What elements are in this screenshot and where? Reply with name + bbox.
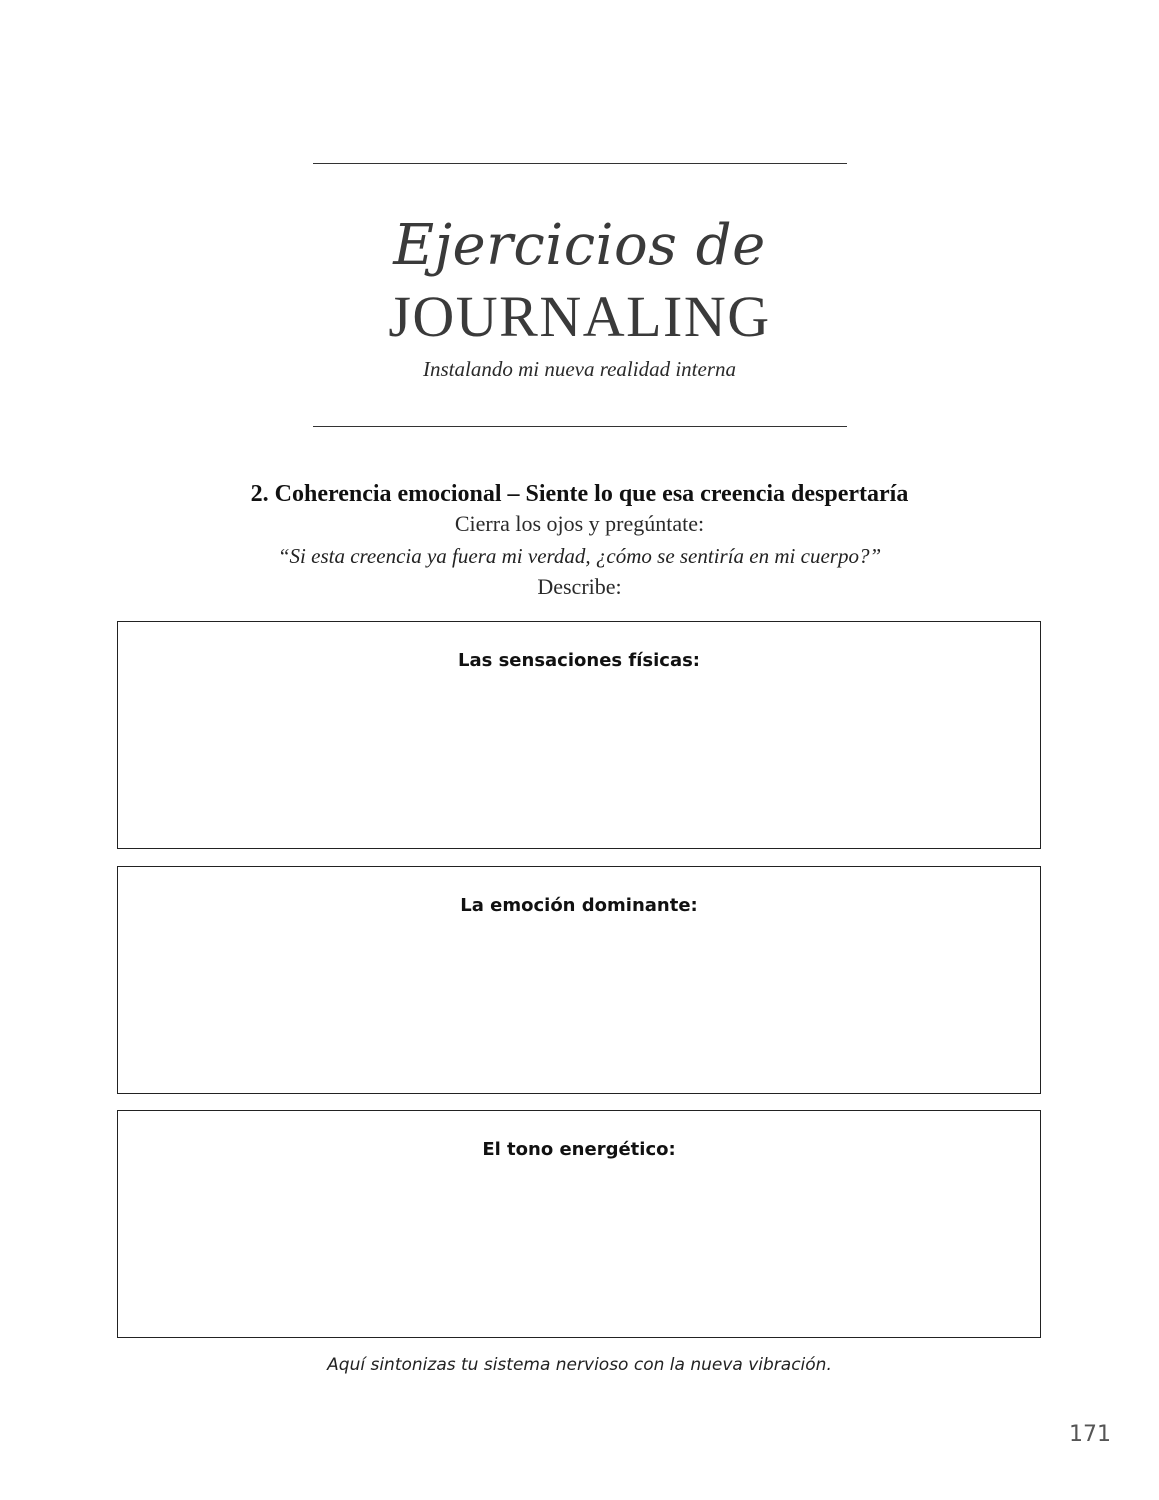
journal-box-dominant-emotion: [117, 866, 1041, 1094]
journal-box-label: Las sensaciones físicas:: [457, 650, 700, 671]
page-number: 171: [1069, 1422, 1111, 1447]
page-title: JOURNALING: [388, 284, 771, 349]
writing-area[interactable]: [138, 682, 1020, 832]
section-describe: Describe:: [537, 574, 622, 599]
section-heading: 2. Coherencia emocional – Siente lo que esa creencia despertaría: [250, 481, 909, 507]
journal-box-label: El tono energético:: [482, 1139, 676, 1160]
bottom-divider: [313, 426, 847, 427]
journal-box-physical-sensations: [117, 621, 1041, 849]
page-subtitle: Instalando mi nueva realidad interna: [422, 357, 737, 381]
section-quote: “Si esta creencia ya fuera mi verdad, ¿cómo se sentiría en mi cuerpo?”: [277, 544, 882, 568]
writing-area[interactable]: [138, 927, 1020, 1077]
journal-box-label: La emoción dominante:: [460, 895, 698, 916]
writing-area[interactable]: [138, 1171, 1020, 1321]
journal-box-energetic-tone: [117, 1110, 1041, 1338]
page-title-script: Ejercicios de: [393, 213, 766, 278]
footnote: Aquí sintonizas tu sistema nervioso con la nueva vibración.: [327, 1355, 832, 1375]
top-divider: [313, 163, 847, 164]
section-instruction: Cierra los ojos y pregúntate:: [454, 511, 705, 536]
